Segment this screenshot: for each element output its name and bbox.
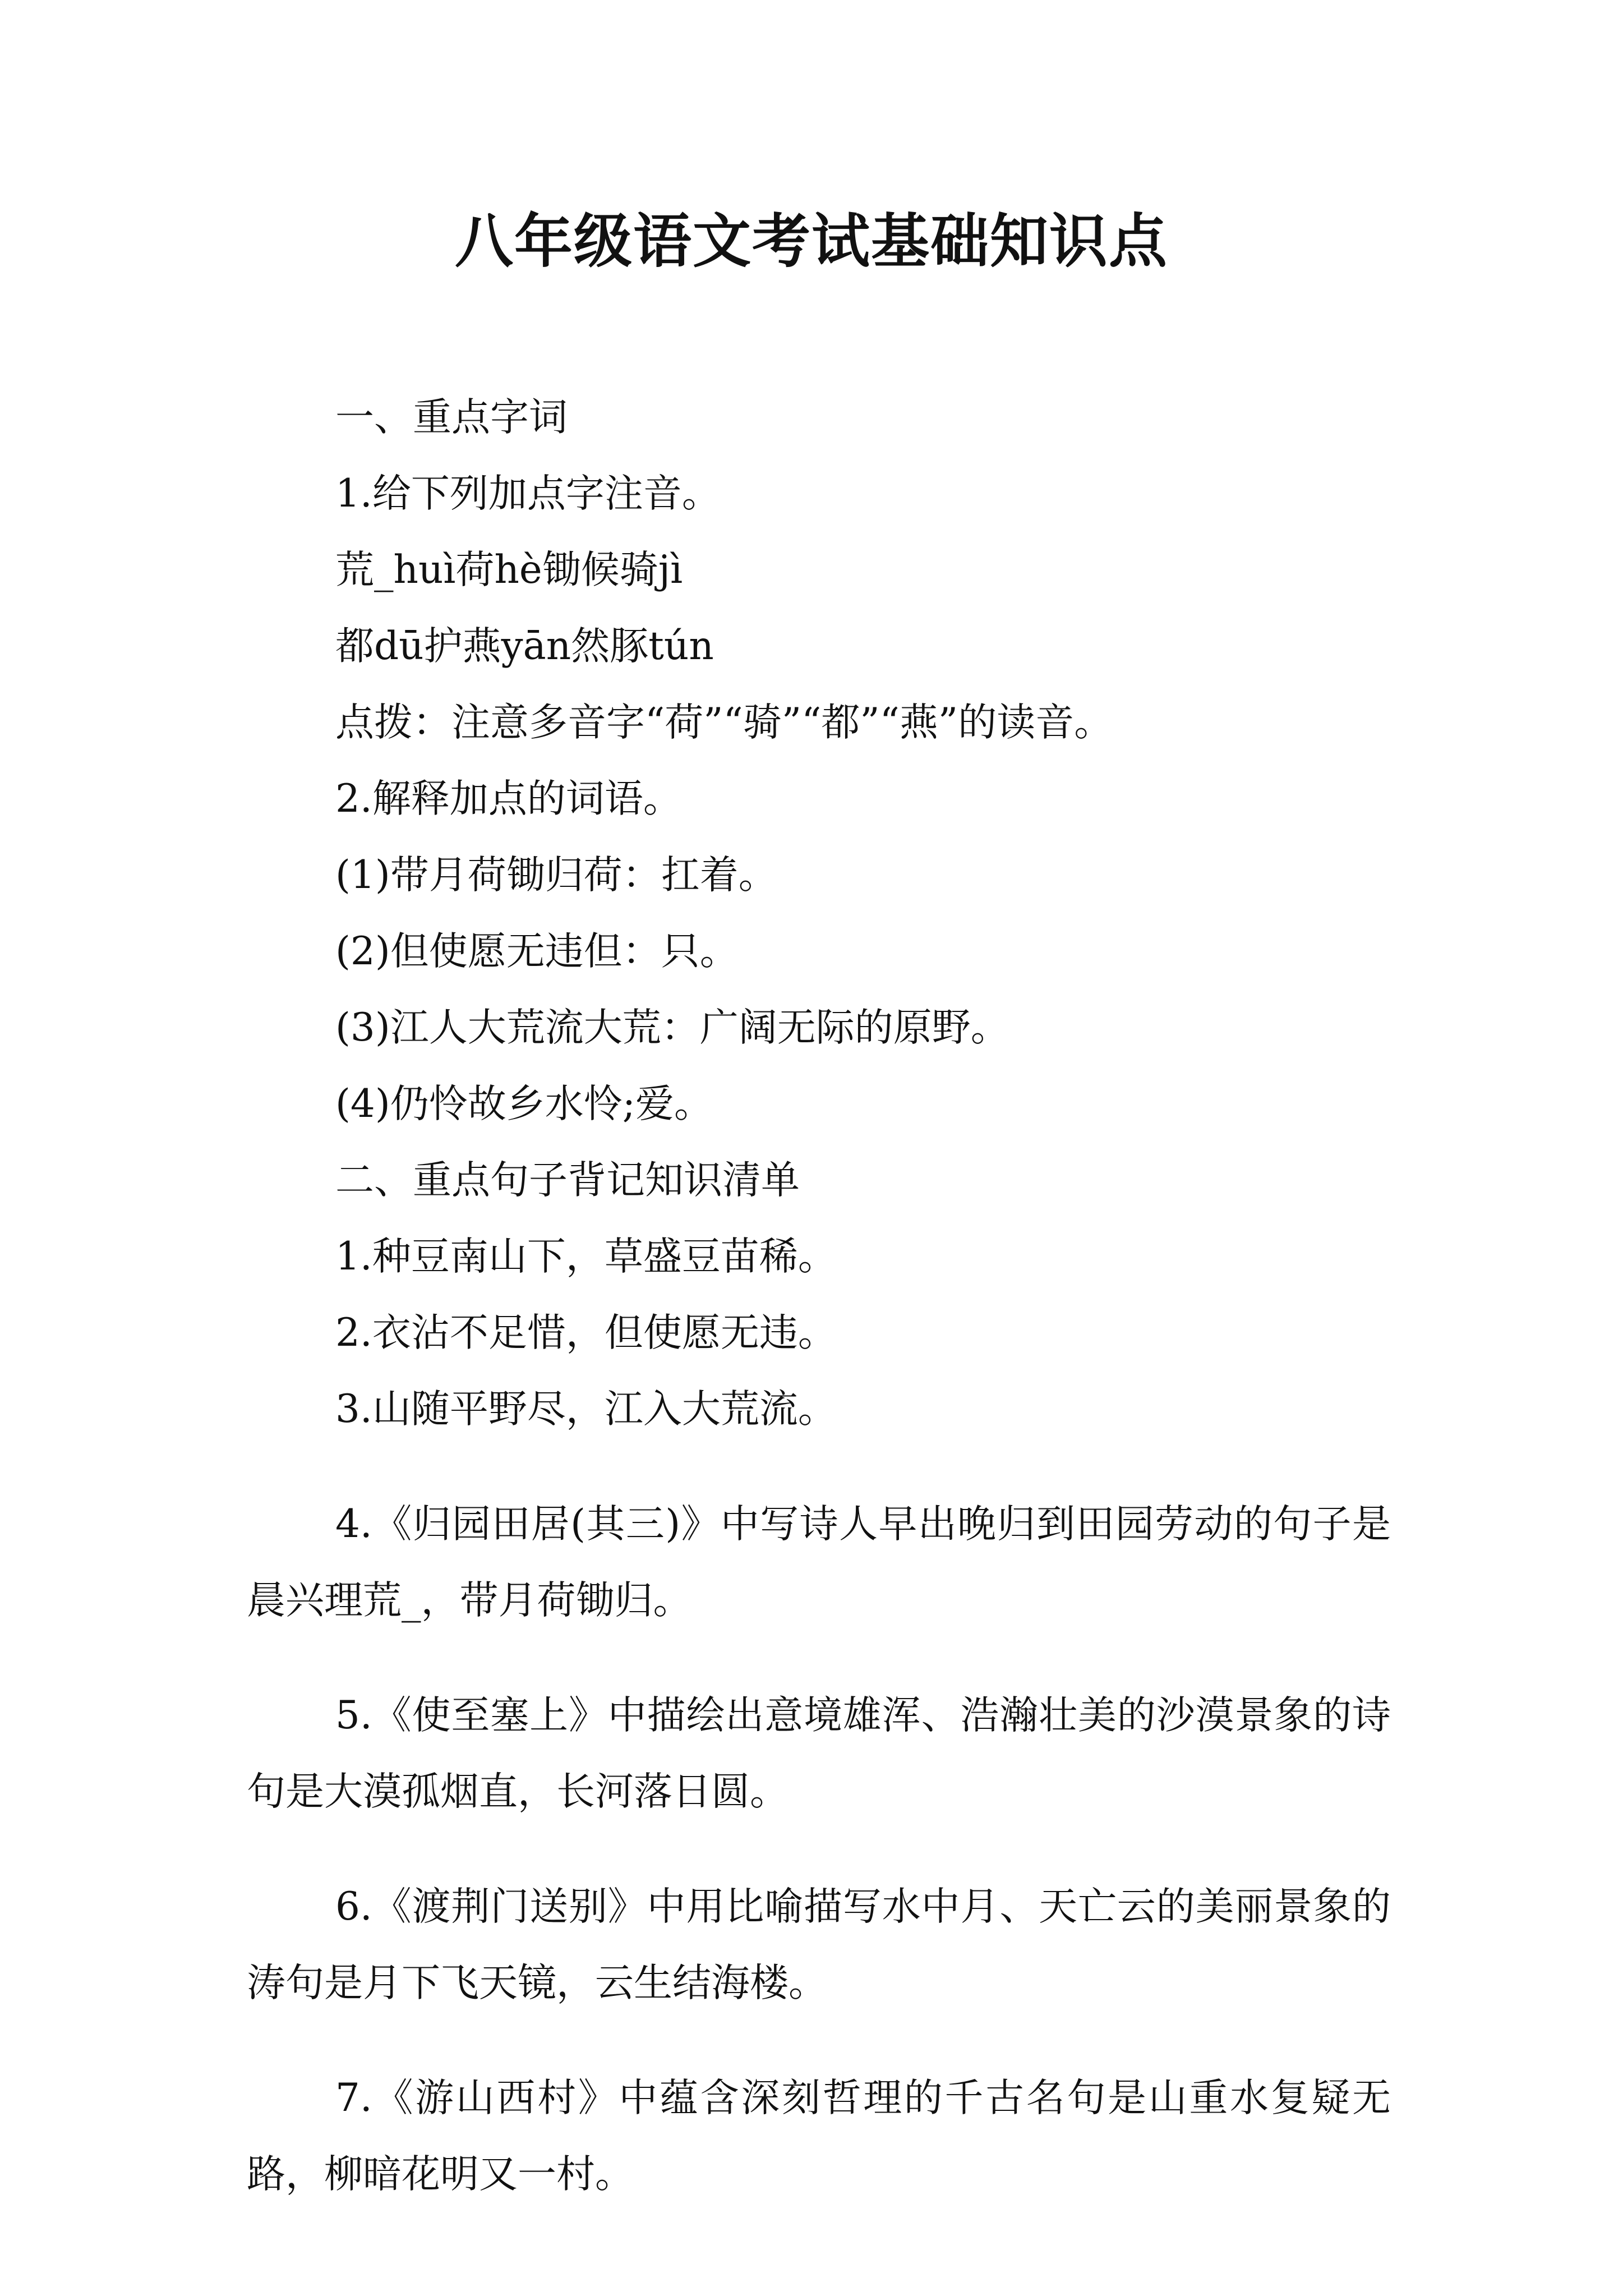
question-pinyin: 1.给下列加点字注音。 (335, 471, 721, 516)
explanation-item-4: (4)仍怜故乡水怜;爱。 (335, 1082, 713, 1126)
sentence-item-3: 3.山随平野尽，江入大荒流。 (335, 1387, 837, 1432)
sentence-item-7: 7.《游山西村》中蕴含深刻哲理的千古名句是山重水复疑无路，柳暗花明又一村。 (247, 2076, 1391, 2197)
explanation-item-2: (2)但使愿无违但：只。 (335, 929, 739, 974)
sentence-item-2: 2.衣沾不足惜，但使愿无违。 (335, 1310, 837, 1355)
question-explain-words: 2.解释加点的词语。 (335, 776, 682, 821)
explanation-item-1: (1)带月荷锄归荷：扛着。 (335, 853, 777, 898)
explanation-item-3: (3)江人大荒流大荒：广阔无际的原野。 (335, 1005, 1009, 1050)
document-body (247, 379, 1391, 2251)
pinyin-line-1: 荒_huì荷hè锄候骑jì (335, 547, 683, 592)
document-title: 八年级语文考试基础知识点 (454, 206, 1168, 275)
pinyin-line-2: 都dū护燕yān然豚tún (335, 624, 714, 669)
sentence-item-5: 5.《使至塞上》中描绘出意境雄浑、浩瀚壮美的沙漠景象的诗句是大漠孤烟直，长河落日圆。 (247, 1693, 1391, 1814)
section-heading-key-sentences: 二、重点句子背记知识清单 (335, 1158, 800, 1203)
sentence-item-1: 1.种豆南山下，草盛豆苗稀。 (335, 1234, 837, 1279)
sentence-item-6: 6.《渡荆门送别》中用比喻描写水中月、天亡云的美丽景象的涛句是月下飞天镜，云生结海楼。 (247, 1884, 1391, 2005)
pinyin-tip: 点拨：注意多音字“荷”“骑”“都”“燕”的读音。 (335, 700, 1113, 745)
section-heading-key-words: 一、重点字词 (335, 395, 568, 440)
sentence-item-4: 4.《归园田居(其三)》中写诗人早出晚归到田园劳动的句子是晨兴理荒_，带月荷锄归。 (247, 1502, 1391, 1623)
